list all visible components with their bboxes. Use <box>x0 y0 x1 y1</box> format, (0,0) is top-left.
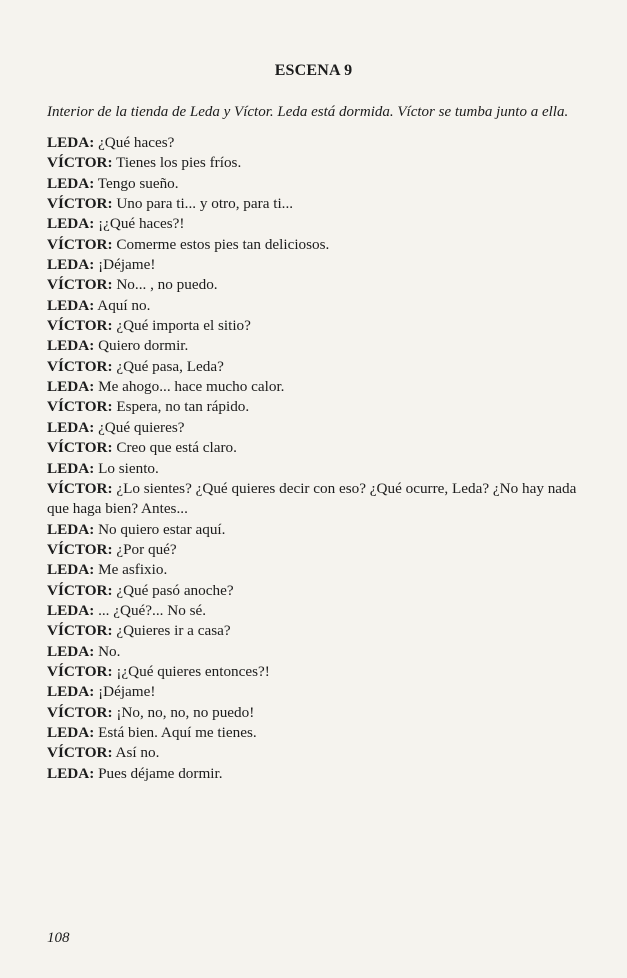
dialogue-line <box>47 703 592 723</box>
dialogue-line <box>47 601 592 621</box>
speaker-name: VÍCTOR <box>47 195 108 213</box>
speaker-name: LEDA <box>47 520 90 538</box>
speaker-name: VÍCTOR <box>47 662 108 680</box>
speaker-colon: : <box>89 683 95 701</box>
speaker-colon: : <box>89 174 95 192</box>
speaker-colon: : <box>107 479 113 497</box>
speaker-name: LEDA <box>47 215 90 233</box>
speaker-colon: : <box>89 134 95 151</box>
speech-text: ¡¿Qué quieres entonces?! <box>116 662 270 680</box>
dialogue-line <box>47 479 592 520</box>
speaker-name: LEDA <box>47 256 90 274</box>
speaker-name: VÍCTOR <box>47 398 108 416</box>
dialogue-line <box>47 194 592 214</box>
dialogue-line <box>47 133 592 153</box>
speech-text: ¿Qué haces? <box>98 134 175 151</box>
speaker-colon: : <box>89 764 95 782</box>
speaker-colon: : <box>89 459 95 477</box>
speaker-name: VÍCTOR <box>47 154 108 172</box>
speaker-colon: : <box>107 154 113 172</box>
dialogue-line <box>47 682 592 702</box>
speaker-colon: : <box>107 398 113 416</box>
speaker-name: VÍCTOR <box>47 744 108 762</box>
speaker-colon: : <box>107 662 113 680</box>
speaker-name: LEDA <box>47 337 90 355</box>
speech-text: Está bien. Aquí me tienes. <box>98 723 257 741</box>
speaker-colon: : <box>89 337 95 355</box>
speaker-colon: : <box>89 256 95 274</box>
speaker-colon: : <box>107 540 113 558</box>
speech-text: ¡¿Qué haces?! <box>98 215 185 233</box>
dialogue-line <box>47 357 592 377</box>
speaker-colon: : <box>107 317 113 335</box>
speaker-name: LEDA <box>47 378 90 396</box>
speech-text: Me ahogo... hace mucho calor. <box>98 378 285 396</box>
speaker-name: LEDA <box>47 601 90 619</box>
dialogue-line <box>47 662 592 682</box>
dialogue-line <box>47 296 592 316</box>
speaker-name: VÍCTOR <box>47 235 108 253</box>
speech-text: ¿Lo sientes? ¿Qué quieres decir con eso? ¿Qué ocurre, Leda? ¿No hay nada que haga bien? Antes... <box>47 479 577 518</box>
speaker-colon: : <box>107 439 113 457</box>
dialogue-line <box>47 581 592 601</box>
speaker-name: VÍCTOR <box>47 622 108 640</box>
speaker-name: LEDA <box>47 459 90 477</box>
speaker-colon: : <box>107 357 113 375</box>
dialogue-line <box>47 520 592 540</box>
speaker-colon: : <box>89 378 95 396</box>
speech-text: ¿Quieres ir a casa? <box>116 622 231 640</box>
dialogue-line <box>47 397 592 417</box>
speech-text: ¡Déjame! <box>98 256 156 274</box>
speaker-colon: : <box>89 601 95 619</box>
speech-text: Quiero dormir. <box>98 337 189 355</box>
speaker-name: LEDA <box>47 134 90 151</box>
speech-text: Aquí no. <box>97 296 151 314</box>
speaker-colon: : <box>107 744 113 762</box>
scene-title: ESCENA 9 <box>274 62 353 79</box>
stage-direction: Interior de la tienda de Leda y Víctor. Leda está dormida. Víctor se tumba junto a ella. <box>47 104 569 120</box>
dialogue-line <box>47 438 592 458</box>
speaker-name: VÍCTOR <box>47 276 108 294</box>
speech-text: Lo siento. <box>98 459 159 477</box>
dialogue-line <box>47 255 592 275</box>
speaker-name: VÍCTOR <box>47 439 108 457</box>
speaker-name: LEDA <box>47 296 90 314</box>
speaker-name: LEDA <box>47 683 90 701</box>
dialogue-line <box>47 336 592 356</box>
speech-text: No quiero estar aquí. <box>98 520 226 538</box>
speech-text: Así no. <box>115 744 160 762</box>
dialogue-line <box>47 153 592 173</box>
speech-text: Tienes los pies fríos. <box>116 154 242 172</box>
speaker-name: VÍCTOR <box>47 540 108 558</box>
speaker-name: LEDA <box>47 723 90 741</box>
speaker-name: LEDA <box>47 418 90 436</box>
speaker-colon: : <box>89 520 95 538</box>
speaker-colon: : <box>107 622 113 640</box>
speech-text: Tengo sueño. <box>97 174 179 192</box>
speaker-colon: : <box>107 581 113 599</box>
speaker-colon: : <box>107 703 113 721</box>
dialogue-line <box>47 723 592 743</box>
speech-text: No... , no puedo. <box>116 276 218 294</box>
speech-text: Comerme estos pies tan deliciosos. <box>116 235 330 253</box>
speaker-colon: : <box>107 276 113 294</box>
speech-text: No. <box>98 642 121 660</box>
speech-text: Creo que está claro. <box>116 439 237 457</box>
speaker-name: LEDA <box>47 764 90 782</box>
speaker-colon: : <box>89 642 95 660</box>
speaker-name: VÍCTOR <box>47 357 108 375</box>
speaker-name: LEDA <box>47 642 90 660</box>
speech-text: ¿Qué pasa, Leda? <box>116 357 224 375</box>
dialogue-line <box>47 459 592 479</box>
dialogue-line <box>47 642 592 662</box>
dialogue-line <box>47 235 592 255</box>
speech-text: ¿Qué importa el sitio? <box>116 317 251 335</box>
dialogue-line <box>47 743 592 763</box>
speaker-colon: : <box>89 418 95 436</box>
speaker-name: VÍCTOR <box>47 479 108 497</box>
speaker-name: LEDA <box>47 561 90 579</box>
speech-text: ... ¿Qué?... No sé. <box>98 601 207 619</box>
speaker-colon: : <box>89 296 95 314</box>
dialogue-line <box>47 621 592 641</box>
page-number: 108 <box>47 930 70 946</box>
speech-text: ¿Qué pasó anoche? <box>116 581 234 599</box>
speech-text: ¡No, no, no, no puedo! <box>116 703 255 721</box>
speaker-colon: : <box>89 561 95 579</box>
dialogue-line <box>47 377 592 397</box>
speech-text: ¿Por qué? <box>116 540 177 558</box>
dialogue-line <box>47 214 592 234</box>
dialogue-list <box>47 133 592 784</box>
speaker-colon: : <box>107 195 113 213</box>
dialogue-line <box>47 418 592 438</box>
speaker-name: LEDA <box>47 174 90 192</box>
dialogue-line <box>47 275 592 295</box>
speaker-colon: : <box>89 215 95 233</box>
speech-text: ¡Déjame! <box>98 683 156 701</box>
dialogue-line <box>47 764 592 784</box>
speaker-colon: : <box>89 723 95 741</box>
speech-text: ¿Qué quieres? <box>98 418 185 436</box>
speech-text: Pues déjame dormir. <box>98 764 223 782</box>
speech-text: Me asfixio. <box>98 561 168 579</box>
dialogue-line <box>47 560 592 580</box>
speech-text: Espera, no tan rápido. <box>116 398 250 416</box>
dialogue-line <box>47 316 592 336</box>
dialogue-line <box>47 540 592 560</box>
dialogue-line <box>47 174 592 194</box>
speaker-colon: : <box>107 235 113 253</box>
speech-text: Uno para ti... y otro, para ti... <box>116 195 294 213</box>
speaker-name: VÍCTOR <box>47 703 108 721</box>
speaker-name: VÍCTOR <box>47 317 108 335</box>
speaker-name: VÍCTOR <box>47 581 108 599</box>
